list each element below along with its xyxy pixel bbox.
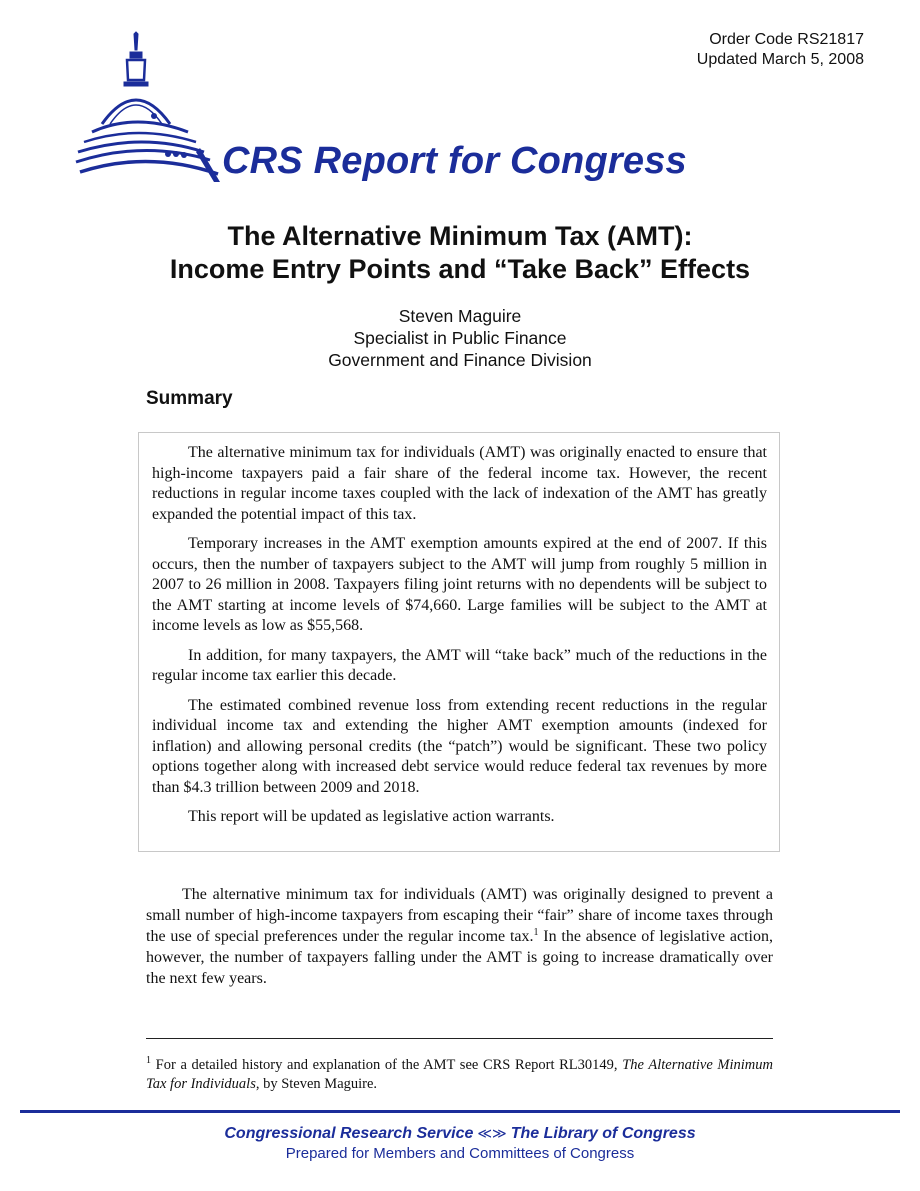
order-code: Order Code RS21817: [709, 31, 864, 48]
crs-report-banner: CRS Report for Congress: [222, 140, 687, 182]
body-text-part2: In the absence of legislative action, however, the number of taxpayers falling under the AMT is going to increase dramatically over the next few years.: [146, 928, 774, 987]
footnote-divider: [146, 1038, 773, 1039]
order-code-block: [697, 30, 864, 70]
footnote-cited-title: The Alternative Minimum Tax for Individuals: [146, 1057, 773, 1092]
footnote-reference[interactable]: 1: [533, 927, 539, 938]
title-line-1: The Alternative Minimum Tax (AMT):: [227, 221, 693, 251]
body-paragraph: [146, 884, 773, 989]
author-division: Government and Finance Division: [328, 350, 592, 370]
author-block: [0, 305, 920, 371]
footer-library-name: The Library of Congress: [510, 1125, 696, 1142]
body-text-part1: The alternative minimum tax for individuals (AMT) was originally designed to prevent a small number of high-income taxpayers from escaping their “fair” share of income taxes through the use of special preferences under the regular income tax.: [146, 886, 773, 945]
report-title: [0, 220, 920, 286]
author-role: Specialist in Public Finance: [353, 328, 567, 348]
updated-date: Updated March 5, 2008: [696, 51, 864, 68]
capitol-dome-icon: [72, 28, 222, 190]
summary-heading: Summary: [146, 388, 233, 409]
summary-box: [138, 432, 780, 852]
footer-prepared-line: Prepared for Members and Committees of Congress: [285, 1145, 635, 1162]
title-line-2: Income Entry Points and “Take Back” Effects: [169, 254, 751, 284]
footer-separator-icon: ≪≫: [477, 1125, 507, 1141]
footnote-marker: 1: [146, 1055, 151, 1066]
footnote-text-before: For a detailed history and explanation of the AMT see CRS Report RL30149,: [151, 1057, 623, 1073]
footer-organization-line: [0, 1125, 920, 1143]
body-text: [146, 884, 773, 989]
footer-divider: [20, 1110, 900, 1113]
summary-paragraph: Temporary increases in the AMT exemption amounts expired at the end of 2007. If this occurs, then the number of taxpayers subject to the AMT will jump from roughly 5 million in 2007 to 26 million in 2008. Taxpayers filing joint returns with no dependents will be subject to the AMT starting at income levels of $74,660. Large families will be subject to the AMT at income levels as low as $55,568.: [152, 535, 767, 634]
summary-paragraph: This report will be updated as legislative action warrants.: [188, 808, 555, 825]
summary-paragraph: In addition, for many taxpayers, the AMT will “take back” much of the reductions in the regular income tax earlier this decade.: [152, 646, 767, 684]
summary-paragraph: The estimated combined revenue loss from extending recent reductions in the regular individual income tax and extending the higher AMT exemption amounts (indexed for inflation) and allowing personal credits (the “patch”) would be significant. These two policy options together along with increased debt service would reduce federal tax revenues by more than $4.3 trillion between 2009 and 2018.: [152, 696, 767, 796]
footnote: [146, 1056, 773, 1094]
summary-paragraph: The alternative minimum tax for individuals (AMT) was originally enacted to ensure that high-income taxpayers paid a fair share of the federal income tax. However, the recent reductions in regular income taxes coupled with the lack of indexation of the AMT has greatly expanded the potential impact of this tax.: [152, 444, 767, 523]
footnote-text-after: , by Steven Maguire.: [255, 1076, 378, 1092]
author-name: Steven Maguire: [398, 306, 522, 326]
footer-service-name: Congressional Research Service: [224, 1125, 474, 1142]
